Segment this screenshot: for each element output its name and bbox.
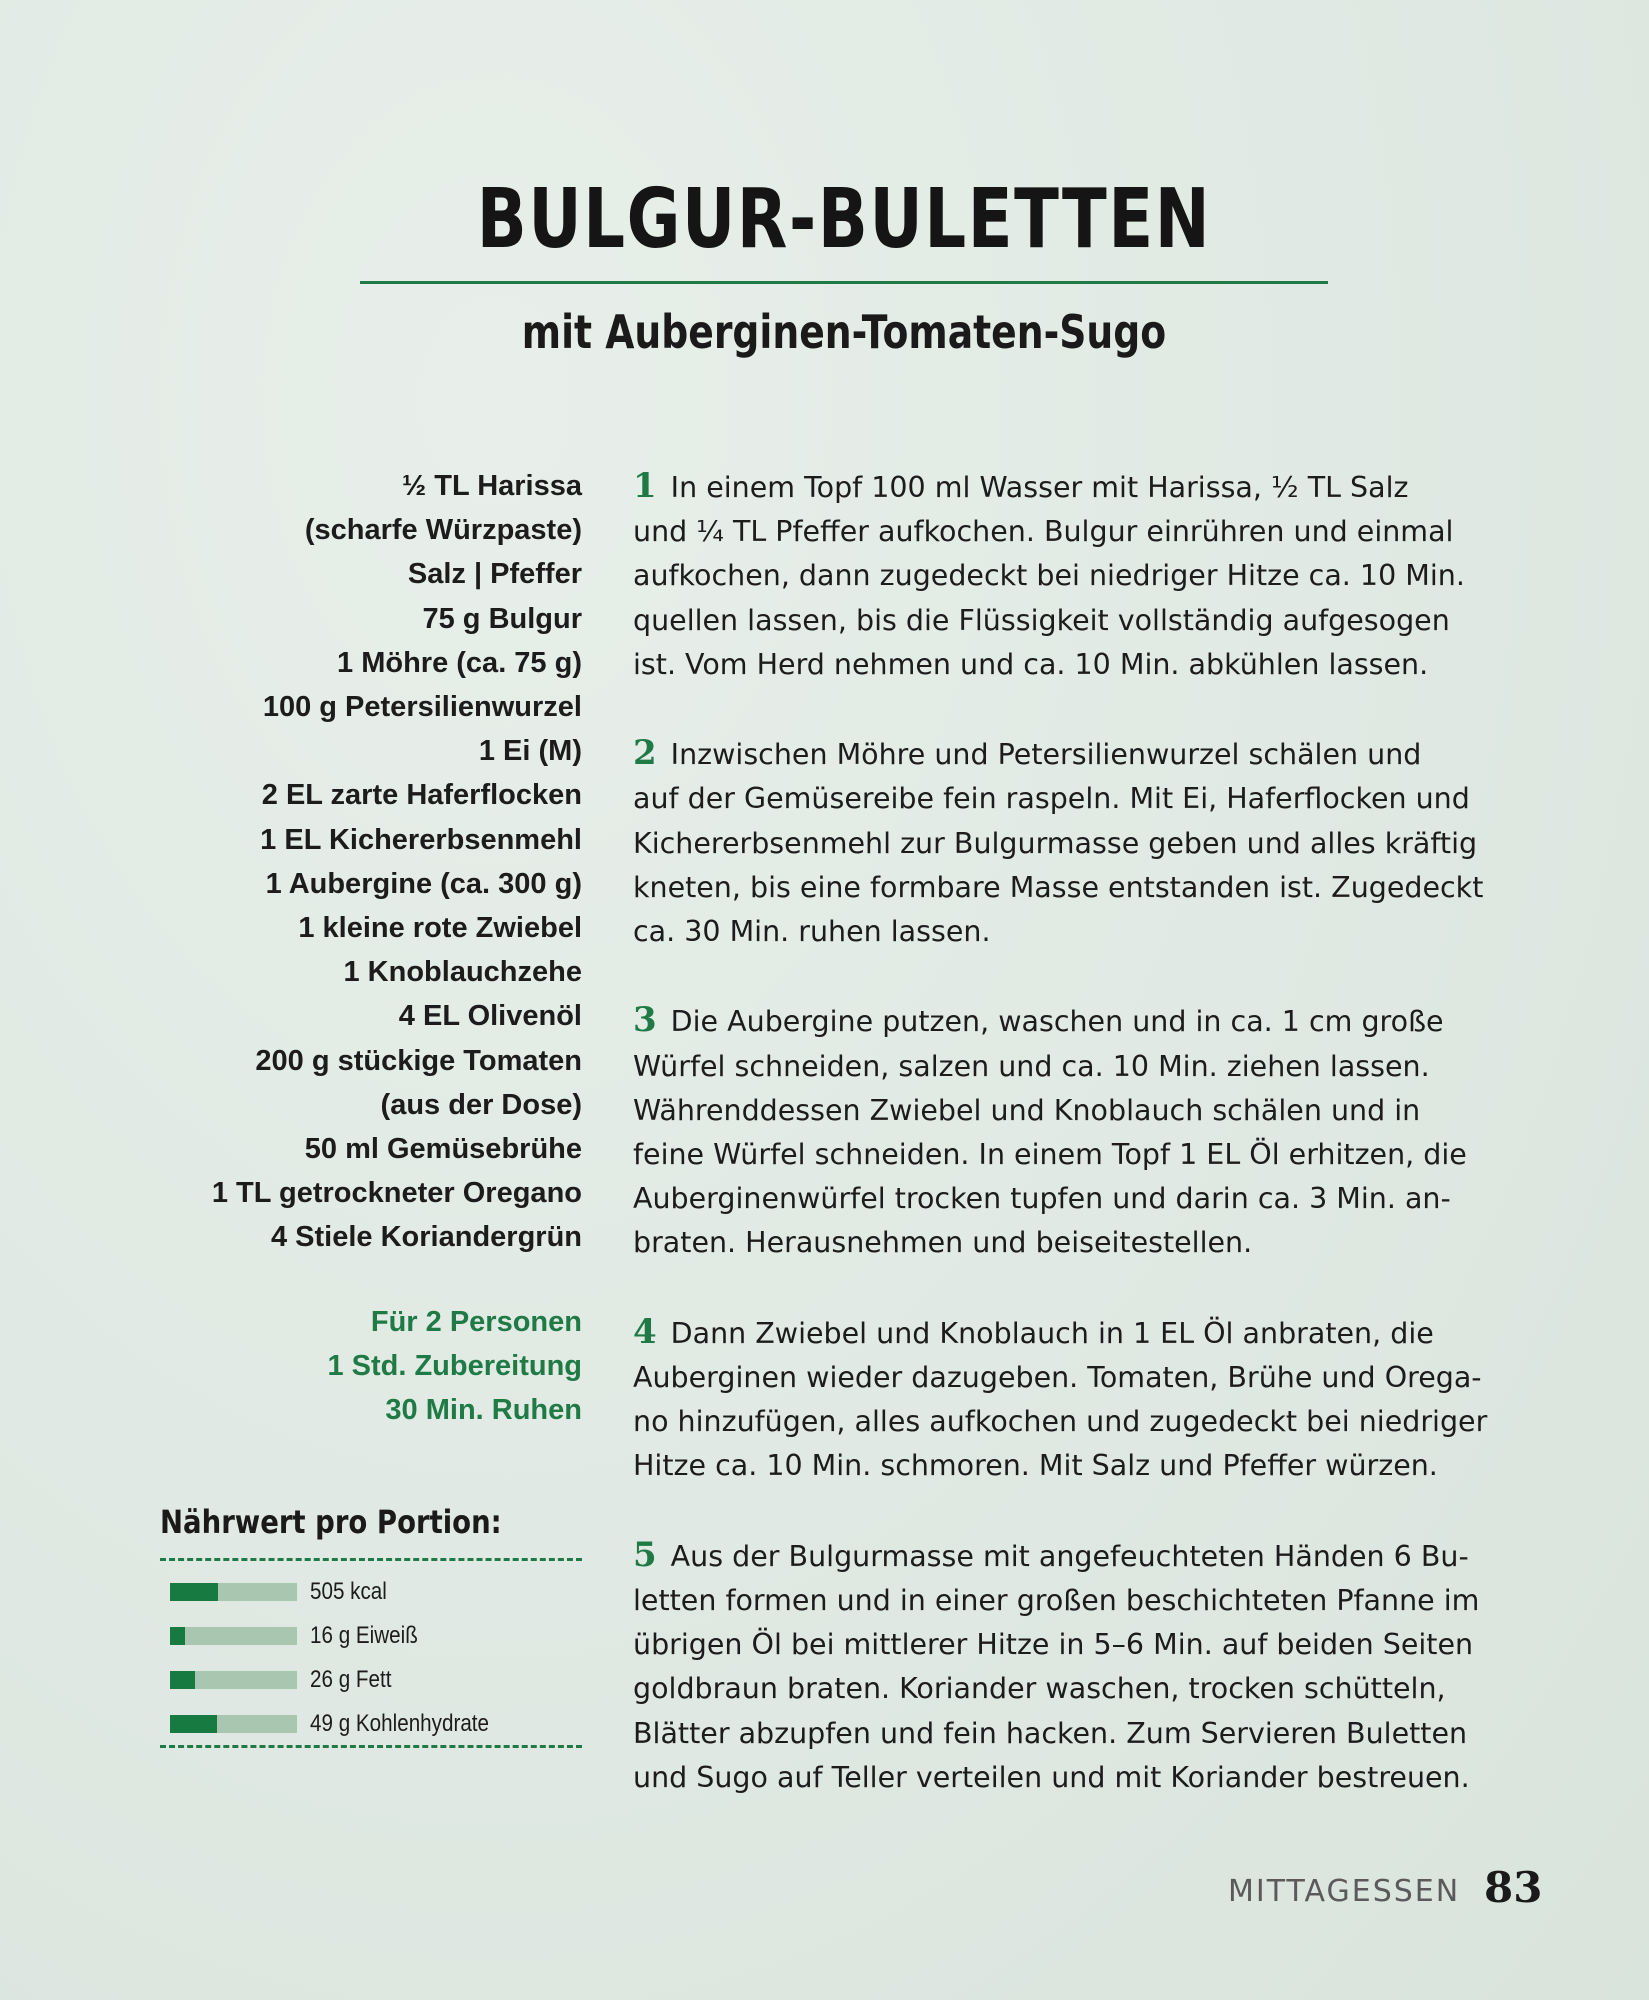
ingredient-item: 1 kleine rote Zwiebel [298,912,582,945]
page-number: 83 [1484,1863,1543,1912]
step-text-line: Inzwischen Möhre und Petersilienwurzel schälen und [670,738,1422,772]
ingredient-item: 1 Möhre (ca. 75 g) [337,646,582,679]
step-text-line: braten. Herausnehmen und beiseitestellen. [633,1226,1253,1260]
ingredient-item: 2 EL zarte Haferflocken [261,779,582,812]
prep-time-text: 1 Std. Zubereitung [327,1350,582,1383]
ingredient-item: 1 Aubergine (ca. 300 g) [265,867,582,900]
rest-time-text: 30 Min. Ruhen [385,1394,582,1427]
step-text-line: Die Aubergine putzen, waschen und in ca. 1 cm große [670,1005,1444,1039]
step-2 [633,731,1533,954]
nutrition-bar-fill [170,1583,218,1601]
step-number: 2 [633,733,657,774]
ingredient-item: 4 Stiele Koriandergrün [270,1221,582,1254]
step-text-line: übrigen Öl bei mittlerer Hitze in 5–6 Min. auf beiden Seiten [633,1628,1474,1662]
step-text-line: aufkochen, dann zugedeckt bei niedriger Hitze ca. 10 Min. [633,559,1465,593]
nutrition-bar-fill [170,1671,195,1689]
step-text-line: Dann Zwiebel und Knoblauch in 1 EL Öl anbraten, die [670,1316,1434,1350]
step-text-line: no hinzufügen, alles aufkochen und zugedeckt bei niedriger [633,1405,1488,1439]
step-number: 3 [633,1000,657,1041]
step-5 [633,1533,1533,1800]
step-text-line: Währenddessen Zwiebel und Knoblauch schälen und in [633,1093,1421,1127]
step-text-line: quellen lassen, bis die Flüssigkeit vollständig aufgesogen [633,603,1450,637]
step-text-line: Hitze ca. 10 Min. schmoren. Mit Salz und Pfeffer würzen. [633,1449,1438,1483]
nutrition-row [170,1575,590,1605]
title-underline [360,281,1328,284]
step-text-line: auf der Gemüsereibe fein raspeln. Mit Ei, Haferflocken und [633,782,1470,816]
step-4 [633,1310,1533,1489]
nutrition-bar [170,1671,297,1689]
nutrition-bottom-rule [160,1745,582,1748]
step-text-line: ca. 30 Min. ruhen lassen. [633,915,991,949]
nutrition-bar-fill [170,1715,217,1733]
nutrition-bar-fill [170,1627,185,1645]
recipe-title: BULGUR-BULETTEN [476,172,1212,267]
step-text-line: Kichererbsenmehl zur Bulgurmasse geben und alles kräftig [633,826,1478,860]
step-3 [633,998,1533,1265]
step-text-line: feine Würfel schneiden. In einem Topf 1 EL Öl erhitzen, die [633,1138,1467,1172]
nutrition-bar [170,1627,297,1645]
ingredient-item: 50 ml Gemüsebrühe [304,1133,582,1166]
nutrition-label: 505 kcal [310,1578,387,1605]
ingredient-list [142,464,582,1260]
step-text-line: Auberginen wieder dazugeben. Tomaten, Brühe und Orega- [633,1361,1482,1395]
nutrition-label: 49 g Kohlenhydrate [310,1710,490,1737]
nutrition-bar [170,1715,297,1733]
ingredient-item: 4 EL Olivenöl [398,1000,582,1033]
step-text-line: kneten, bis eine formbare Masse entstanden ist. Zugedeckt [633,870,1484,904]
step-1 [633,464,1533,687]
nutrition-bar [170,1583,297,1601]
step-text-line: In einem Topf 100 ml Wasser mit Harissa, ½ TL Salz [670,471,1409,504]
nutrition-label: 16 g Eiweiß [310,1622,418,1649]
step-text-line: und Sugo auf Teller verteilen und mit Koriander bestreuen. [633,1760,1470,1794]
step-text-line: goldbraun braten. Koriander waschen, trocken schütteln, [633,1672,1446,1706]
ingredient-item: (scharfe Würzpaste) [304,514,582,547]
ingredient-item: 1 TL getrockneter Oregano [211,1177,582,1210]
section-name: MITTAGESSEN [1228,1874,1461,1909]
ingredient-item: 200 g stückige Tomaten [255,1044,582,1077]
step-text-line: letten formen und in einer großen beschichteten Pfanne im [633,1584,1480,1618]
servings-text: Für 2 Personen [370,1306,582,1338]
ingredient-item: 1 Knoblauchzehe [343,956,582,989]
nutrition-label: 26 g Fett [310,1666,392,1693]
step-number: 1 [633,466,657,506]
nutrition-heading: Nährwert pro Portion: [160,1503,502,1541]
recipe-meta [142,1300,582,1433]
step-text-line: Würfel schneiden, salzen und ca. 10 Min. ziehen lassen. [633,1049,1430,1083]
instruction-steps [633,464,1533,1844]
step-text-line: Blätter abzupfen und fein hacken. Zum Servieren Buletten [633,1716,1468,1750]
nutrition-top-rule [160,1558,582,1561]
step-text-line: ist. Vom Herd nehmen und ca. 10 Min. abkühlen lassen. [633,647,1429,681]
step-text-line: Aus der Bulgurmasse mit angefeuchteten Händen 6 Bu- [670,1539,1469,1573]
step-text-line: Auberginenwürfel trocken tupfen und darin ca. 3 Min. an- [633,1182,1451,1216]
nutrition-row [170,1619,590,1649]
step-text-line: und ¼ TL Pfeffer aufkochen. Bulgur einrühren und einmal [633,515,1454,549]
ingredient-item: Salz | Pfeffer [407,558,582,591]
ingredient-item: ½ TL Harissa [401,470,582,502]
ingredient-item: 75 g Bulgur [422,602,582,635]
step-number: 4 [633,1311,657,1352]
ingredient-item: 1 Ei (M) [478,735,582,768]
ingredient-item: (aus der Dose) [380,1088,582,1121]
nutrition-row [170,1663,590,1693]
nutrition-row [170,1707,590,1737]
ingredient-item: 100 g Petersilienwurzel [262,691,582,724]
step-number: 5 [633,1534,657,1575]
ingredient-item: 1 EL Kichererbsenmehl [260,823,582,856]
recipe-subtitle: mit Auberginen-Tomaten-Sugo [521,305,1167,359]
